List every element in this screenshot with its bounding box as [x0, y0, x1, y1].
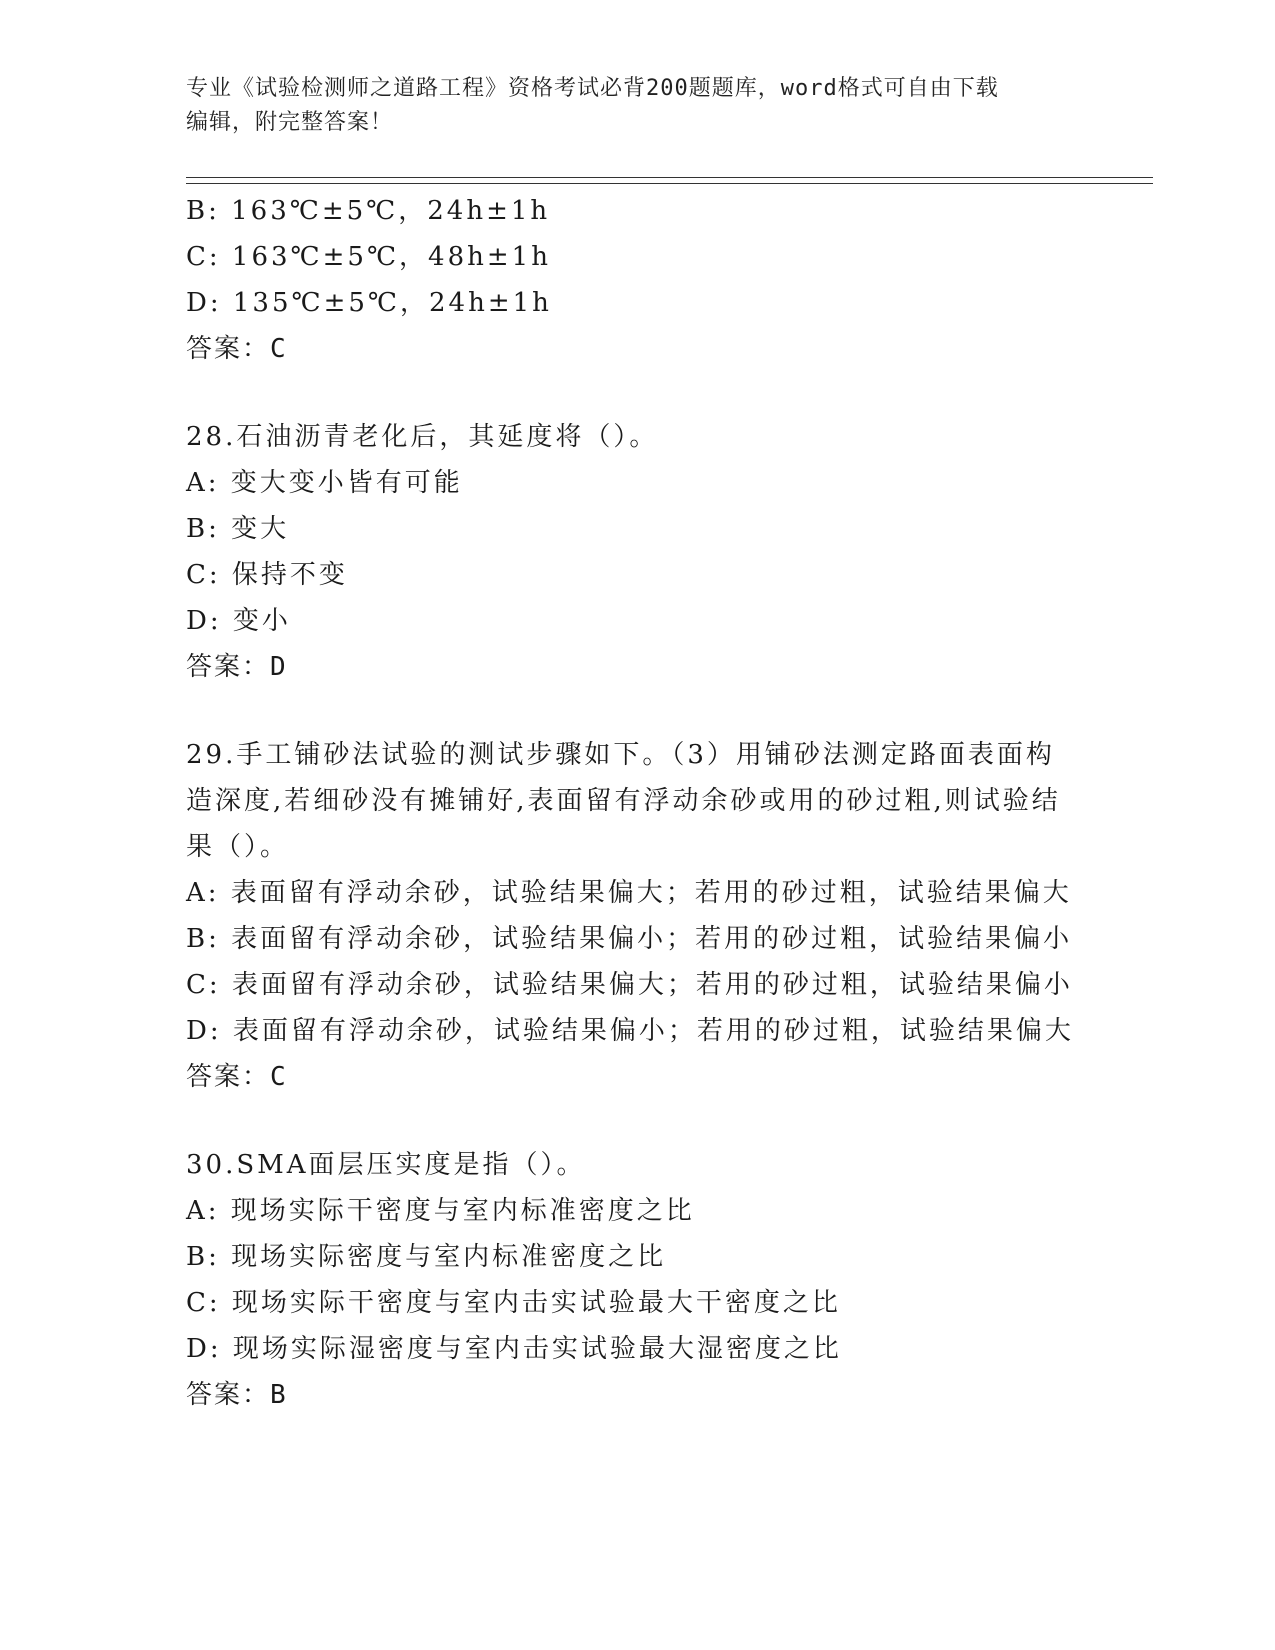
option-b: B: 变大 — [186, 514, 290, 544]
option-a: A: 现场实际干密度与室内标准密度之比 — [186, 1196, 695, 1226]
question-stem-line-2: 造深度,若细砂没有摊铺好,表面留有浮动余砂或用的砂过粗,则试验结 — [186, 786, 1061, 816]
question-30 — [186, 1142, 1086, 1418]
option-d: D: 变小 — [186, 606, 291, 636]
question-29 — [186, 732, 1086, 1100]
header-line-1: 专业《试验检测师之道路工程》资格考试必背200题题库，word格式可自由下载 — [186, 76, 999, 101]
question-28 — [186, 414, 1086, 690]
option-c: C: 保持不变 — [186, 560, 348, 590]
option-a: A: 变大变小皆有可能 — [186, 468, 463, 498]
option-c: C: 表面留有浮动余砂，试验结果偏大；若用的砂过粗，试验结果偏小 — [186, 970, 1073, 1000]
header-divider-top — [186, 177, 1153, 178]
question-stem-line-1: 29.手工铺砂法试验的测试步骤如下。（3）用铺砂法测定路面表面构 — [186, 740, 1055, 770]
option-b: B: 表面留有浮动余砂，试验结果偏小；若用的砂过粗，试验结果偏小 — [186, 924, 1073, 954]
header-divider-bottom — [186, 183, 1153, 184]
option-c: C: 现场实际干密度与室内击实试验最大干密度之比 — [186, 1288, 841, 1318]
option-d: D: 现场实际湿密度与室内击实试验最大湿密度之比 — [186, 1334, 842, 1364]
answer-text: 答案：D — [186, 652, 288, 682]
question-stem: 30.SMA面层压实度是指（）。 — [186, 1150, 586, 1180]
spacer — [186, 372, 1086, 414]
question-stem: 28.石油沥青老化后，其延度将（）。 — [186, 422, 659, 452]
question-stem-line-3: 果（）。 — [186, 832, 290, 862]
option-b: B: 163℃±5℃，24h±1h — [186, 196, 551, 226]
option-d: D: 表面留有浮动余砂，试验结果偏小；若用的砂过粗，试验结果偏大 — [186, 1016, 1074, 1046]
option-d: D: 135℃±5℃，24h±1h — [186, 288, 552, 318]
answer-text: 答案：C — [186, 1062, 288, 1092]
question-list — [186, 188, 1086, 1418]
option-c: C: 163℃±5℃，48h±1h — [186, 242, 551, 272]
spacer — [186, 1100, 1086, 1142]
option-b: B: 现场实际密度与室内标准密度之比 — [186, 1242, 667, 1272]
answer-text: 答案：C — [186, 334, 288, 364]
question-27 — [186, 188, 1086, 372]
spacer — [186, 690, 1086, 732]
option-a: A: 表面留有浮动余砂，试验结果偏大；若用的砂过粗，试验结果偏大 — [186, 878, 1072, 908]
answer-text: 答案：B — [186, 1380, 288, 1410]
header-line-2: 编辑，附完整答案！ — [186, 110, 394, 135]
document-header — [186, 72, 1066, 140]
